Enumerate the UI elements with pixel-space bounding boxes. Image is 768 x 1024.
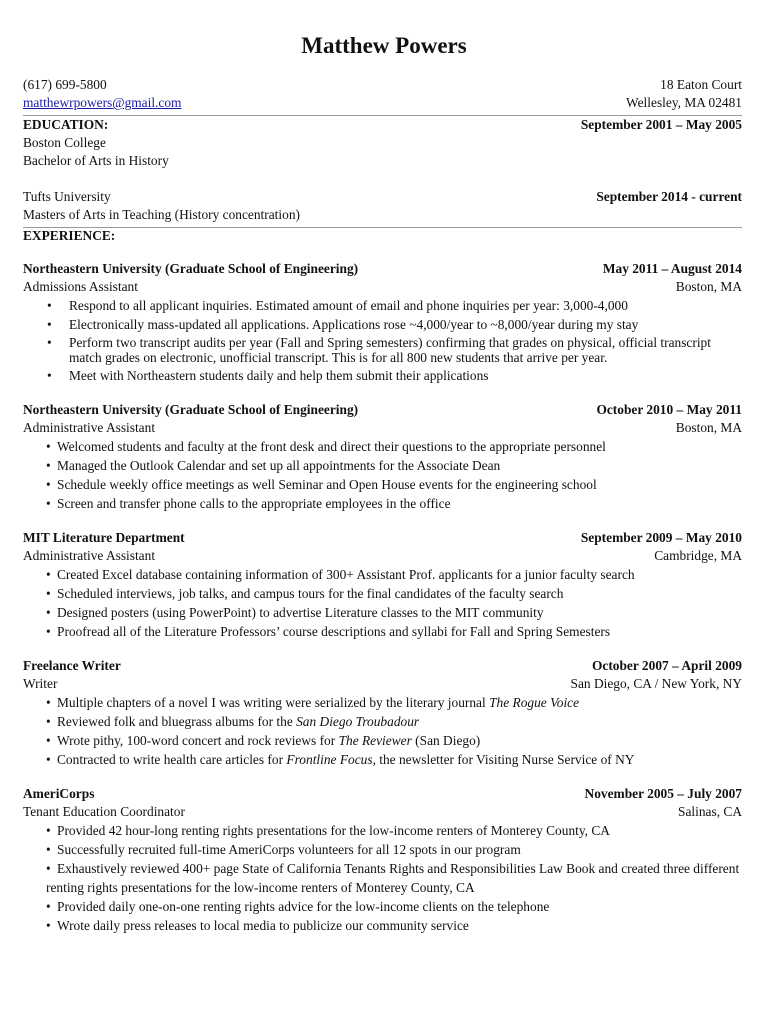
list-item: • Provided 42 hour-long renting rights presentations for the low-income renters of Monterey County, CA bbox=[23, 821, 742, 840]
list-item: • Respond to all applicant inquiries. Estimated amount of email and phone inquiries per year: 3,000-4,000 bbox=[23, 296, 742, 315]
spacer bbox=[23, 170, 742, 188]
job-subheader-row bbox=[23, 675, 742, 693]
list-item: • Meet with Northeastern students daily and help them submit their applications bbox=[23, 366, 742, 385]
list-item: • Electronically mass-updated all applications. Applications rose ~4,000/year to ~8,000/year during my stay bbox=[23, 315, 742, 334]
list-item bbox=[23, 750, 742, 769]
publication-title: San Diego Troubadour bbox=[296, 714, 420, 729]
resume-body bbox=[0, 76, 768, 935]
publication-title: Frontline Focus bbox=[286, 752, 373, 767]
list-item: • Designed posters (using PowerPoint) to advertise Literature classes to the MIT community bbox=[23, 603, 742, 622]
job-location: Cambridge, MA bbox=[654, 548, 742, 563]
job-header-row bbox=[23, 657, 742, 675]
job-title: Administrative Assistant bbox=[23, 548, 156, 563]
list-item: • Proofread all of the Literature Professors’ course descriptions and syllabi for Fall and Spring Semesters bbox=[23, 622, 742, 641]
list-item: • Created Excel database containing information of 300+ Assistant Prof. applicants for a junior faculty search bbox=[23, 565, 742, 584]
list-item bbox=[23, 712, 742, 731]
list-item bbox=[23, 731, 742, 750]
experience-section bbox=[23, 228, 742, 935]
education-header-row bbox=[23, 116, 742, 134]
education-entry-row bbox=[23, 188, 742, 206]
job-subheader-row bbox=[23, 547, 742, 565]
education-school: Tufts University bbox=[23, 189, 111, 204]
job-dates: May 2011 – August 2014 bbox=[602, 261, 742, 276]
education-dates: September 2001 – May 2005 bbox=[580, 117, 742, 132]
job-location: Boston, MA bbox=[675, 420, 742, 435]
bullet-text: Contracted to write health care articles for bbox=[57, 752, 287, 767]
job-dates: October 2007 – April 2009 bbox=[591, 658, 742, 673]
job-organization: Northeastern University (Graduate School of Engineering) bbox=[23, 402, 359, 417]
education-section bbox=[23, 116, 742, 224]
candidate-name: Matthew Powers bbox=[301, 33, 467, 58]
list-item: • Wrote daily press releases to local media to publicize our community service bbox=[23, 916, 742, 935]
job-header-row bbox=[23, 401, 742, 419]
job-entry bbox=[23, 529, 742, 641]
job-title: Admissions Assistant bbox=[23, 279, 138, 294]
job-title: Tenant Education Coordinator bbox=[23, 804, 185, 819]
education-dates: September 2014 - current bbox=[596, 189, 742, 204]
job-location: San Diego, CA / New York, NY bbox=[570, 676, 742, 691]
education-degree: Masters of Arts in Teaching (History concentration) bbox=[23, 207, 300, 222]
job-entry bbox=[23, 401, 742, 513]
job-bullets bbox=[23, 437, 742, 513]
job-subheader-row bbox=[23, 419, 742, 437]
job-dates: September 2009 – May 2010 bbox=[580, 530, 742, 545]
list-item: • Provided daily one-on-one renting rights advice for the low-income clients on the telephone bbox=[23, 897, 742, 916]
section-heading-education: EDUCATION: bbox=[23, 117, 109, 132]
job-organization: Freelance Writer bbox=[23, 658, 121, 673]
job-header-row bbox=[23, 785, 742, 803]
job-subheader-row bbox=[23, 803, 742, 821]
job-bullets bbox=[23, 693, 742, 769]
list-item: • Successfully recruited full-time AmeriCorps volunteers for all 12 spots in our program bbox=[23, 840, 742, 859]
list-item bbox=[23, 859, 742, 897]
job-entry bbox=[23, 657, 742, 769]
phone-number: (617) 699-5800 bbox=[23, 77, 107, 92]
list-item: • Managed the Outlook Calendar and set up all appointments for the Associate Dean bbox=[23, 456, 742, 475]
address-city: Wellesley, MA 02481 bbox=[626, 95, 742, 110]
bullet-text: Multiple chapters of a novel I was writing were serialized by the literary journal bbox=[57, 695, 490, 710]
job-entry bbox=[23, 785, 742, 935]
list-item bbox=[23, 693, 742, 712]
contact-row-1 bbox=[23, 76, 742, 94]
list-item: • Welcomed students and faculty at the front desk and direct their questions to the appropriate personnel bbox=[23, 437, 742, 456]
job-organization: Northeastern University (Graduate School of Engineering) bbox=[23, 261, 359, 276]
education-school: Boston College bbox=[23, 135, 106, 150]
job-subheader-row bbox=[23, 278, 742, 296]
job-title: Writer bbox=[23, 676, 58, 691]
section-heading-experience: EXPERIENCE: bbox=[23, 228, 116, 243]
job-title: Administrative Assistant bbox=[23, 420, 156, 435]
bullet-text: Exhaustively reviewed 400+ page State of California Tenants Rights and Responsibilities Law Book and created three different renting rights presentations for the low-income renters of Monterey County, CA bbox=[46, 861, 740, 895]
job-organization: AmeriCorps bbox=[23, 786, 95, 801]
bullet-text: , the newsletter for Visiting Nurse Service of NY bbox=[372, 752, 635, 767]
bullet-text: Wrote pithy, 100-word concert and rock reviews for bbox=[57, 733, 339, 748]
job-bullets bbox=[23, 821, 742, 935]
bullet-text: Reviewed folk and bluegrass albums for the bbox=[57, 714, 297, 729]
job-entry bbox=[23, 260, 742, 385]
job-bullets bbox=[23, 565, 742, 641]
job-location: Salinas, CA bbox=[678, 804, 742, 819]
job-location: Boston, MA bbox=[675, 279, 742, 294]
job-dates: November 2005 – July 2007 bbox=[584, 786, 742, 801]
address-street: 18 Eaton Court bbox=[660, 77, 742, 92]
job-organization: MIT Literature Department bbox=[23, 530, 185, 545]
publication-title: The Reviewer bbox=[338, 733, 412, 748]
bullet-text: (San Diego) bbox=[411, 733, 481, 748]
job-dates: October 2010 – May 2011 bbox=[596, 402, 742, 417]
education-degree: Bachelor of Arts in History bbox=[23, 153, 169, 168]
contact-row-2 bbox=[23, 94, 742, 112]
list-item: • Schedule weekly office meetings as well Seminar and Open House events for the engineering school bbox=[23, 475, 742, 494]
list-item: • Screen and transfer phone calls to the appropriate employees in the office bbox=[23, 494, 742, 513]
job-header-row bbox=[23, 260, 742, 278]
email-link[interactable]: matthewrpowers@gmail.com bbox=[23, 95, 182, 110]
job-header-row bbox=[23, 529, 742, 547]
publication-title: The Rogue Voice bbox=[489, 695, 580, 710]
list-item: • Perform two transcript audits per year (Fall and Spring semesters) confirming that grades on physical, official transcript match grades on electronic, unofficial transcript. This is for all 800 new students that arrive per year. bbox=[23, 334, 742, 366]
job-bullets bbox=[23, 296, 742, 385]
list-item: • Scheduled interviews, job talks, and campus tours for the final candidates of the faculty search bbox=[23, 584, 742, 603]
